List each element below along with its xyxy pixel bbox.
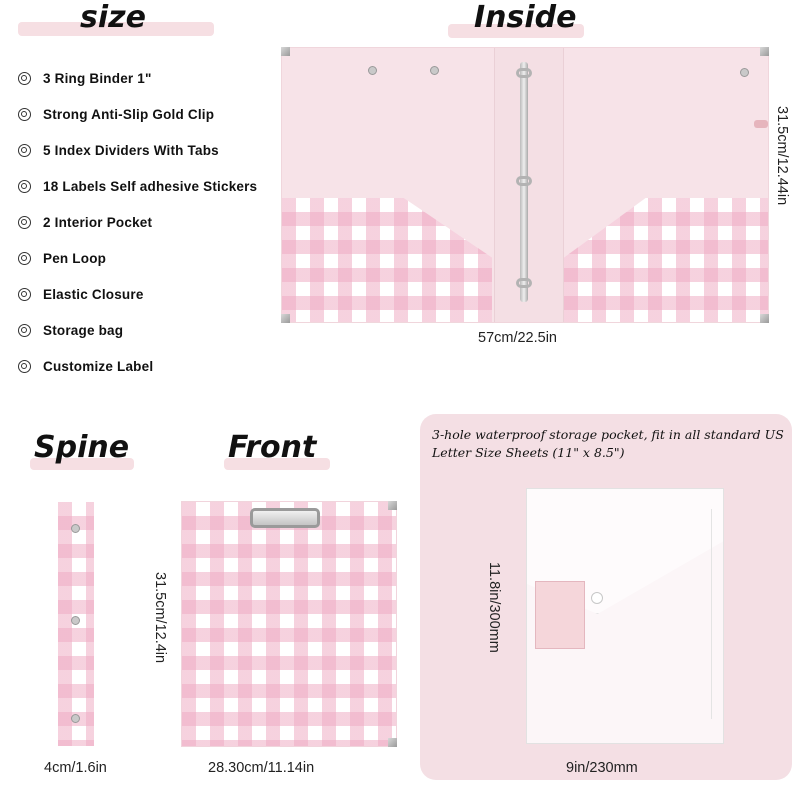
inside-width-label: 57cm/22.5in [478, 330, 557, 346]
pocket-label-card [535, 581, 585, 649]
feature-item: Pen Loop [18, 240, 257, 276]
grommet-icon [71, 616, 80, 625]
corner-protector-icon [388, 501, 397, 510]
inside-heading: Inside [474, 0, 577, 35]
feature-item: 5 Index Dividers With Tabs [18, 132, 257, 168]
inside-binder-image [282, 48, 768, 322]
grommet-icon [740, 68, 749, 77]
feature-item: 18 Labels Self adhesive Stickers [18, 168, 257, 204]
ring-top-icon [516, 68, 532, 78]
bullet-circle-icon [18, 252, 31, 265]
front-heading: Front [228, 430, 317, 465]
feature-list [18, 60, 257, 384]
bullet-circle-icon [18, 360, 31, 373]
feature-item: Customize Label [18, 348, 257, 384]
grommet-icon [71, 524, 80, 533]
bullet-circle-icon [18, 216, 31, 229]
bullet-circle-icon [18, 108, 31, 121]
ring-bottom-icon [516, 278, 532, 288]
front-height-label: 31.5cm/12.4in [152, 572, 168, 664]
corner-protector-icon [760, 314, 769, 323]
feature-item: Strong Anti-Slip Gold Clip [18, 96, 257, 132]
spine-heading: Spine [34, 430, 130, 465]
spine-image [58, 502, 94, 746]
pen-loop [754, 120, 768, 128]
ring-middle-icon [516, 176, 532, 186]
corner-protector-icon [281, 314, 290, 323]
storage-pocket-image [526, 488, 724, 744]
front-binder-image [182, 502, 396, 746]
spine-width-label: 4cm/1.6in [44, 760, 107, 776]
bullet-circle-icon [18, 288, 31, 301]
feature-item: Elastic Closure [18, 276, 257, 312]
feature-item: 3 Ring Binder 1" [18, 60, 257, 96]
pocket-description: 3-hole waterproof storage pocket, fit in all standard US Letter Size Sheets (11" x 8.5") [432, 427, 784, 460]
front-width-label: 28.30cm/11.14in [208, 760, 315, 776]
bullet-circle-icon [18, 144, 31, 157]
left-pocket [282, 198, 492, 322]
feature-item: 2 Interior Pocket [18, 204, 257, 240]
corner-protector-icon [388, 738, 397, 747]
size-heading: size [80, 0, 146, 35]
bullet-circle-icon [18, 72, 31, 85]
grommet-icon [71, 714, 80, 723]
bullet-circle-icon [18, 180, 31, 193]
grommet-icon [368, 66, 377, 75]
right-pocket [564, 198, 768, 322]
bullet-circle-icon [18, 324, 31, 337]
pocket-width-label: 9in/230mm [566, 760, 638, 776]
feature-item: Storage bag [18, 312, 257, 348]
pocket-binder-strip [711, 509, 722, 719]
clip-icon [250, 508, 320, 528]
grommet-icon [430, 66, 439, 75]
snap-button-icon [591, 592, 603, 604]
inside-height-label: 31.5cm/12.44in [774, 106, 790, 206]
pocket-height-label: 11.8in/300mm [486, 562, 502, 653]
corner-protector-icon [760, 47, 769, 56]
corner-protector-icon [281, 47, 290, 56]
